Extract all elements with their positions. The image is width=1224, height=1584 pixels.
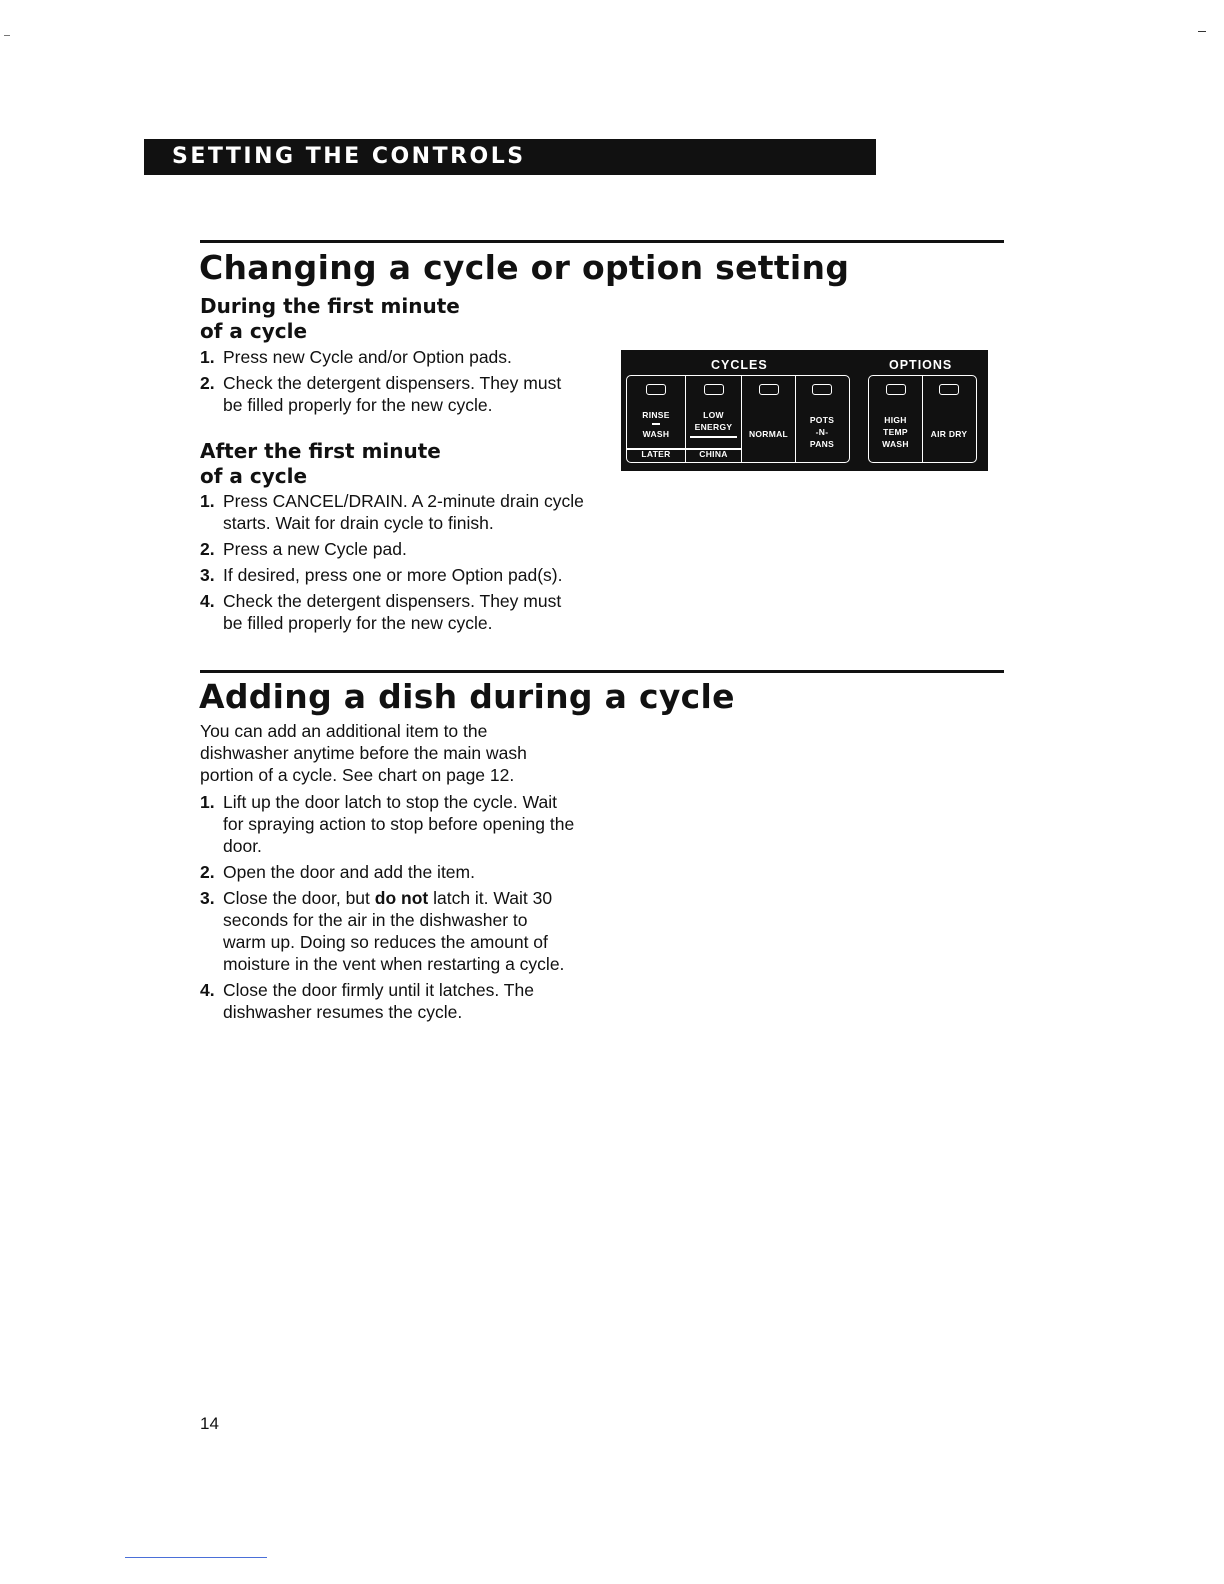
list-item: 2. Press a new Cycle pad. — [200, 539, 407, 559]
rinse-wash-later-pad: RINSE WASH LATER — [627, 376, 685, 462]
pots-n-pans-pad: POTS -N- PANS — [795, 376, 848, 462]
air-dry-pad: AIR DRY — [922, 376, 975, 462]
section-banner: SETTING THE CONTROLS — [144, 139, 876, 175]
footer-line — [125, 1557, 267, 1558]
indicator-light-icon — [886, 384, 906, 395]
heading-rule — [200, 670, 1004, 673]
list-item: 4. Check the detergent dispensers. They must be filled properly for the new cycle. — [200, 591, 562, 633]
divider-line — [690, 436, 737, 438]
control-panel-illustration — [621, 350, 988, 471]
list-item: 3. Close the door, but do not latch it. Wait 30 seconds for the air in the dishwasher to warm up. Doing so reduces the amount of moisture in the vent when restarting a cycle. — [200, 888, 565, 974]
indicator-light-icon — [812, 384, 832, 395]
heading-rule — [200, 240, 1004, 243]
list-item: 1. Lift up the door latch to stop the cycle. Wait for spraying action to stop before opening the door. — [200, 792, 575, 856]
steps-adding — [200, 791, 575, 1027]
list-item: 1. Press new Cycle and/or Option pads. — [200, 347, 512, 367]
steps-after — [200, 490, 585, 638]
subheading-during: During the first minute of a cycle — [200, 294, 460, 343]
high-temp-wash-pad: HIGH TEMP WASH — [869, 376, 922, 462]
indicator-light-icon — [939, 384, 959, 395]
scan-mark — [1198, 31, 1206, 32]
low-energy-china-pad: LOW ENERGY CHINA — [685, 376, 741, 462]
steps-during — [200, 346, 585, 420]
indicator-light-icon — [646, 384, 666, 395]
cycles-group — [626, 375, 850, 463]
section-title-adding: Adding a dish during a cycle — [199, 677, 735, 716]
scan-mark — [4, 35, 10, 36]
list-item: 2. Open the door and add the item. — [200, 862, 475, 882]
list-item: 2. Check the detergent dispensers. They must be filled properly for the new cycle. — [200, 373, 562, 415]
list-item: 4. Close the door firmly until it latches. The dishwasher resumes the cycle. — [200, 980, 534, 1022]
section-title-changing: Changing a cycle or option setting — [199, 248, 850, 287]
list-item: 1. Press CANCEL/DRAIN. A 2-minute drain cycle starts. Wait for drain cycle to finish. — [200, 491, 584, 533]
subheading-after: After the first minute of a cycle — [200, 439, 441, 488]
list-item: 3. If desired, press one or more Option pad(s). — [200, 565, 563, 585]
options-group — [868, 375, 977, 463]
cycles-header: CYCLES — [711, 358, 768, 372]
adding-intro: You can add an additional item to the dishwasher anytime before the main wash portion of a cycle. See chart on page 12. — [200, 721, 527, 785]
dash-icon — [652, 423, 660, 425]
normal-pad: NORMAL — [741, 376, 795, 462]
options-header: OPTIONS — [889, 358, 953, 372]
page-number: 14 — [200, 1414, 219, 1433]
indicator-light-icon — [704, 384, 724, 395]
indicator-light-icon — [759, 384, 779, 395]
